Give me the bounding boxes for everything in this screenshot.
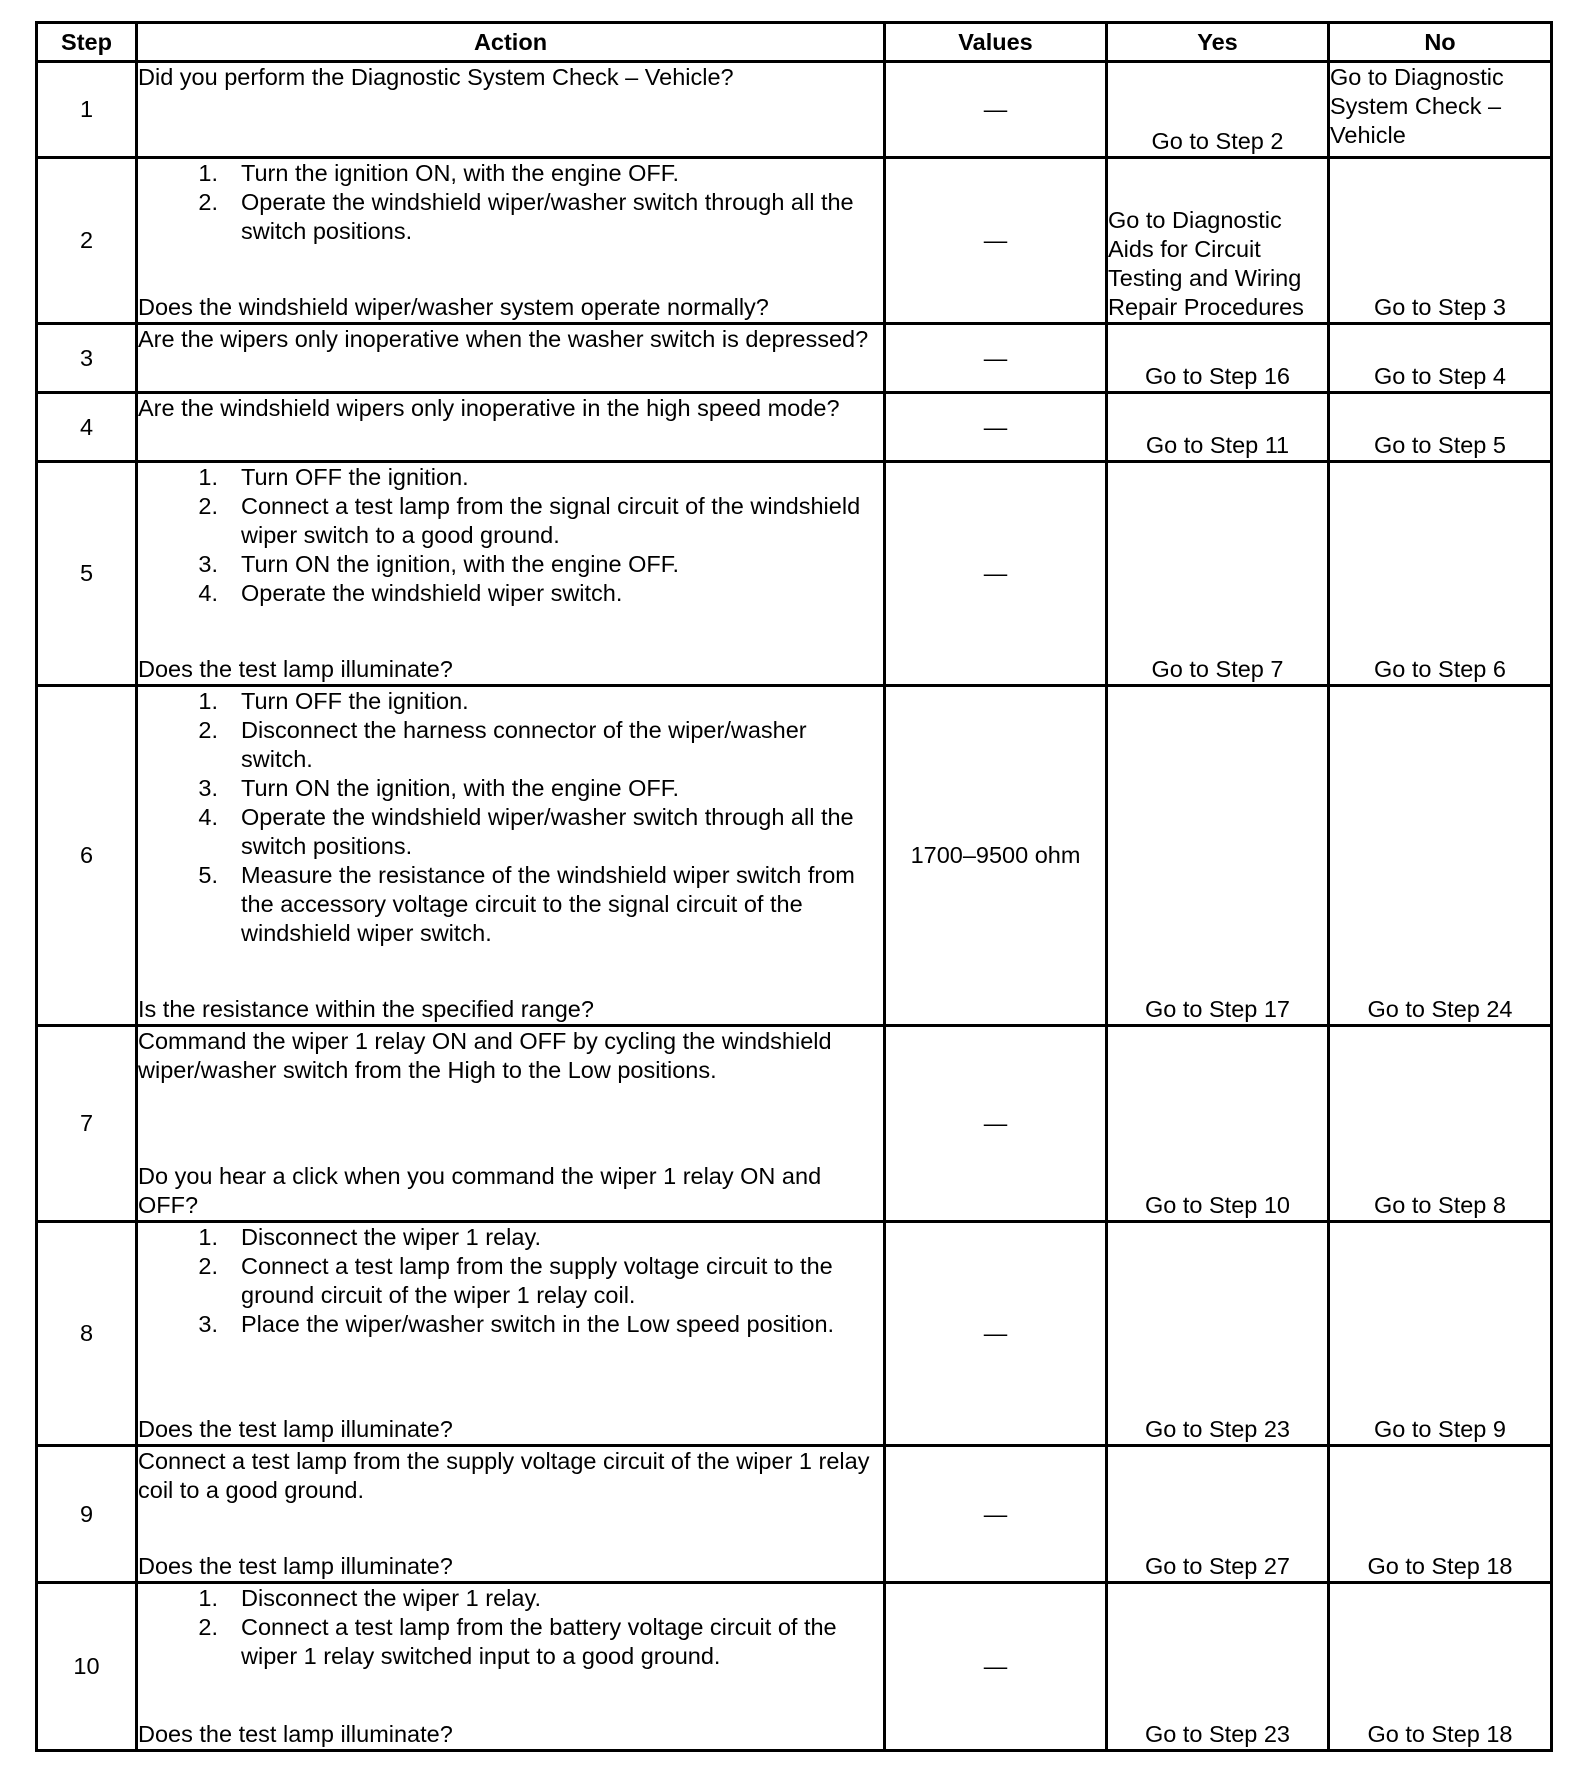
action-text: Command the wiper 1 relay ON and OFF by cycling the windshield wiper/washer switch from the High to the Low positions. — [138, 1028, 832, 1083]
action-steps-list — [138, 1223, 883, 1339]
no-cell: Go to Step 4 — [1329, 324, 1552, 393]
list-item — [138, 861, 883, 948]
list-item-text: Connect a test lamp from the battery voltage circuit of the wiper 1 relay switched input to a good ground. — [241, 1614, 837, 1669]
header-action: Action — [137, 23, 885, 62]
table-row — [37, 1583, 1552, 1751]
table-row — [37, 462, 1552, 686]
no-cell: Go to Step 6 — [1329, 462, 1552, 686]
list-item-number: 4. — [198, 804, 218, 830]
list-item — [138, 1310, 883, 1339]
values-cell: — — [885, 1583, 1107, 1751]
values-cell: — — [885, 62, 1107, 158]
list-item-text: Disconnect the wiper 1 relay. — [241, 1585, 541, 1611]
list-item-text: Turn ON the ignition, with the engine OFF. — [241, 551, 680, 577]
list-item-text: Turn OFF the ignition. — [241, 464, 469, 490]
step-number: 5 — [37, 462, 137, 686]
table-row — [37, 1026, 1552, 1222]
step-number: 2 — [37, 158, 137, 324]
action-steps-list — [138, 687, 883, 948]
list-item-number: 2. — [198, 1614, 218, 1640]
list-item — [138, 1223, 883, 1252]
values-cell: — — [885, 158, 1107, 324]
step-number: 4 — [37, 393, 137, 462]
list-item-number: 2. — [198, 1253, 218, 1279]
list-item — [138, 579, 883, 608]
list-item-text: Measure the resistance of the windshield wiper switch from the accessory voltage circuit to the signal circuit of the windshield wiper switch. — [241, 862, 855, 946]
no-cell: Go to Step 18 — [1329, 1446, 1552, 1583]
yes-cell: Go to Step 11 — [1107, 393, 1329, 462]
list-item — [138, 1613, 883, 1671]
list-item — [138, 1584, 883, 1613]
action-question: Does the test lamp illuminate? — [138, 1553, 453, 1579]
list-item-text: Disconnect the wiper 1 relay. — [241, 1224, 541, 1250]
list-item-text: Disconnect the harness connector of the wiper/washer switch. — [241, 717, 807, 772]
values-cell: 1700–9500 ohm — [885, 686, 1107, 1026]
header-step: Step — [37, 23, 137, 62]
values-cell: — — [885, 393, 1107, 462]
header-row — [37, 23, 1552, 62]
list-item-text: Turn OFF the ignition. — [241, 688, 469, 714]
list-item-number: 2. — [198, 717, 218, 743]
yes-cell: Go to Step 23 — [1107, 1222, 1329, 1446]
list-item-number: 3. — [198, 775, 218, 801]
list-item — [138, 716, 883, 774]
list-item-number: 1. — [198, 160, 218, 186]
step-number: 9 — [37, 1446, 137, 1583]
step-number: 8 — [37, 1222, 137, 1446]
list-item-number: 1. — [198, 464, 218, 490]
list-item-number: 1. — [198, 1224, 218, 1250]
action-steps-list — [138, 463, 883, 608]
step-number: 10 — [37, 1583, 137, 1751]
values-cell: — — [885, 1026, 1107, 1222]
action-cell — [137, 1583, 885, 1751]
list-item-number: 2. — [198, 493, 218, 519]
table-row — [37, 62, 1552, 158]
action-cell — [137, 158, 885, 324]
no-cell: Go to Step 24 — [1329, 686, 1552, 1026]
action-question: Does the windshield wiper/washer system operate normally? — [138, 294, 769, 320]
list-item — [138, 803, 883, 861]
list-item-text: Operate the windshield wiper/washer switch through all the switch positions. — [241, 189, 854, 244]
no-cell: Go to Step 9 — [1329, 1222, 1552, 1446]
list-item — [138, 687, 883, 716]
action-cell — [137, 62, 885, 158]
values-cell: — — [885, 1222, 1107, 1446]
action-cell — [137, 324, 885, 393]
values-cell: — — [885, 324, 1107, 393]
list-item-number: 2. — [198, 189, 218, 215]
list-item-text: Connect a test lamp from the supply voltage circuit to the ground circuit of the wiper 1 relay coil. — [241, 1253, 833, 1308]
action-steps-list — [138, 159, 883, 246]
list-item — [138, 492, 883, 550]
yes-cell: Go to Step 27 — [1107, 1446, 1329, 1583]
header-no: No — [1329, 23, 1552, 62]
yes-cell: Go to Step 2 — [1107, 62, 1329, 158]
no-cell: Go to Step 3 — [1329, 158, 1552, 324]
list-item-number: 3. — [198, 551, 218, 577]
action-cell — [137, 686, 885, 1026]
list-item-text: Turn ON the ignition, with the engine OFF. — [241, 775, 680, 801]
list-item-number: 5. — [198, 862, 218, 888]
action-text: Are the wipers only inoperative when the washer switch is depressed? — [138, 326, 869, 352]
list-item-text: Operate the windshield wiper/washer switch through all the switch positions. — [241, 804, 854, 859]
diagnostic-table — [35, 21, 1553, 1752]
list-item — [138, 1252, 883, 1310]
yes-cell: Go to Step 7 — [1107, 462, 1329, 686]
action-cell — [137, 1026, 885, 1222]
action-cell — [137, 1446, 885, 1583]
table-row — [37, 158, 1552, 324]
step-number: 6 — [37, 686, 137, 1026]
list-item — [138, 550, 883, 579]
table-row — [37, 1446, 1552, 1583]
list-item-text: Operate the windshield wiper switch. — [241, 580, 623, 606]
action-question: Do you hear a click when you command the wiper 1 relay ON and OFF? — [138, 1163, 822, 1218]
action-steps-list — [138, 1584, 883, 1671]
yes-cell: Go to Step 23 — [1107, 1583, 1329, 1751]
yes-cell: Go to Step 10 — [1107, 1026, 1329, 1222]
list-item — [138, 463, 883, 492]
action-question: Does the test lamp illuminate? — [138, 1416, 453, 1442]
values-cell: — — [885, 462, 1107, 686]
step-number: 1 — [37, 62, 137, 158]
values-cell: — — [885, 1446, 1107, 1583]
table-row — [37, 1222, 1552, 1446]
list-item — [138, 188, 883, 246]
list-item-text: Turn the ignition ON, with the engine OFF. — [241, 160, 680, 186]
action-question: Is the resistance within the specified range? — [138, 996, 594, 1022]
action-text: Did you perform the Diagnostic System Check – Vehicle? — [138, 64, 734, 90]
list-item-number: 3. — [198, 1311, 218, 1337]
no-cell: Go to Diagnostic System Check – Vehicle — [1329, 62, 1552, 158]
list-item — [138, 774, 883, 803]
yes-cell: Go to Step 17 — [1107, 686, 1329, 1026]
no-cell: Go to Step 8 — [1329, 1026, 1552, 1222]
list-item-number: 1. — [198, 1585, 218, 1611]
action-question: Does the test lamp illuminate? — [138, 656, 453, 682]
header-yes: Yes — [1107, 23, 1329, 62]
header-values: Values — [885, 23, 1107, 62]
step-number: 3 — [37, 324, 137, 393]
action-question: Does the test lamp illuminate? — [138, 1721, 453, 1747]
table-row — [37, 324, 1552, 393]
list-item-text: Connect a test lamp from the signal circuit of the windshield wiper switch to a good ground. — [241, 493, 861, 548]
no-cell: Go to Step 5 — [1329, 393, 1552, 462]
action-cell — [137, 1222, 885, 1446]
yes-cell: Go to Diagnostic Aids for Circuit Testing and Wiring Repair Procedures — [1107, 158, 1329, 324]
list-item — [138, 159, 883, 188]
list-item-number: 1. — [198, 688, 218, 714]
table-row — [37, 686, 1552, 1026]
action-text: Are the windshield wipers only inoperative in the high speed mode? — [138, 395, 840, 421]
action-text: Connect a test lamp from the supply voltage circuit of the wiper 1 relay coil to a good ground. — [138, 1448, 870, 1503]
action-cell — [137, 462, 885, 686]
list-item-number: 4. — [198, 580, 218, 606]
yes-cell: Go to Step 16 — [1107, 324, 1329, 393]
table-row — [37, 393, 1552, 462]
no-cell: Go to Step 18 — [1329, 1583, 1552, 1751]
step-number: 7 — [37, 1026, 137, 1222]
list-item-text: Place the wiper/washer switch in the Low speed position. — [241, 1311, 835, 1337]
action-cell — [137, 393, 885, 462]
